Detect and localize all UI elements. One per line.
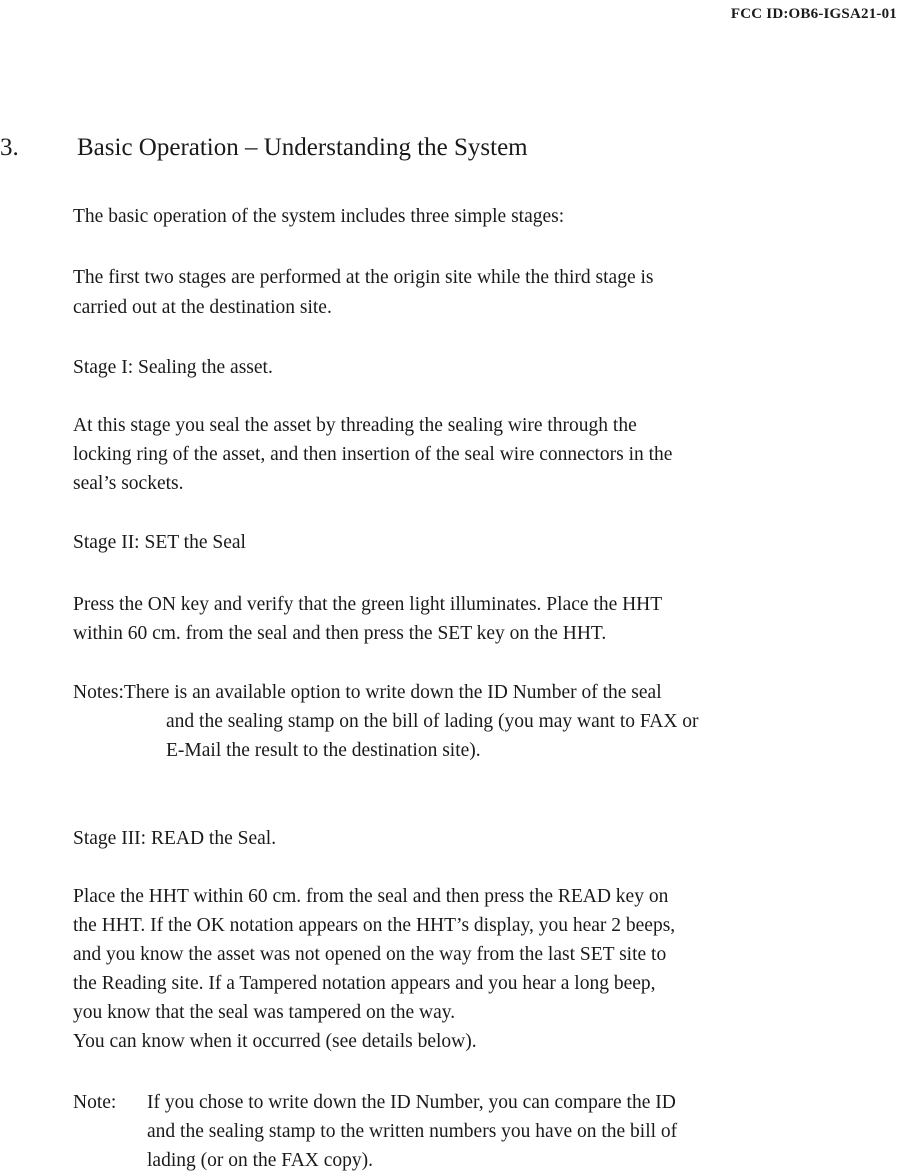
stage3-body-line-3: and you know the asset was not opened on the way from the last SET site to [73, 944, 667, 965]
intro-paragraph: The basic operation of the system includes three simple stages: [73, 206, 565, 227]
stage3-body-line-1: Place the HHT within 60 cm. from the seal and then press the READ key on [73, 886, 669, 907]
stage1-title: Stage I: Sealing the asset. [73, 357, 273, 378]
stage2-title: Stage II: SET the Seal [73, 532, 246, 553]
stage3-body-line-5: you know that the seal was tampered on the way. [73, 1002, 456, 1023]
stages-location-line-1: The first two stages are performed at the origin site while the third stage is [73, 267, 654, 288]
section-number: 3. [0, 134, 19, 161]
stage3-title: Stage III: READ the Seal. [73, 828, 277, 849]
fcc-id-header: FCC ID:OB6-IGSA21-01 [730, 6, 897, 22]
note-label: Note: [73, 1092, 117, 1113]
notes-line-2: and the sealing stamp on the bill of lading (you may want to FAX or [166, 711, 699, 732]
stage1-body-line-1: At this stage you seal the asset by threading the sealing wire through the [73, 415, 637, 436]
stage3-body-line-6: You can know when it occurred (see details below). [73, 1031, 477, 1052]
notes-line-3: E-Mail the result to the destination site). [166, 740, 481, 761]
note-line-2: and the sealing stamp to the written numbers you have on the bill of [147, 1121, 678, 1142]
stage2-body-line-1: Press the ON key and verify that the green light illuminates. Place the HHT [73, 594, 663, 615]
note-line-3: lading (or on the FAX copy). [147, 1150, 374, 1171]
stages-location-line-2: carried out at the destination site. [73, 297, 332, 318]
section-title: Basic Operation – Understanding the System [77, 134, 528, 161]
stage1-body-line-3: seal’s sockets. [73, 473, 184, 494]
note-line-1: If you chose to write down the ID Number, you can compare the ID [147, 1092, 676, 1113]
stage2-body-line-2: within 60 cm. from the seal and then press the SET key on the HHT. [73, 623, 607, 644]
notes-line-1: Notes:There is an available option to write down the ID Number of the seal [73, 682, 662, 703]
stage3-body-line-2: the HHT. If the OK notation appears on the HHT’s display, you hear 2 beeps, [73, 915, 676, 936]
stage3-body-line-4: the Reading site. If a Tampered notation appears and you hear a long beep, [73, 973, 656, 994]
stage1-body-line-2: locking ring of the asset, and then insertion of the seal wire connectors in the [73, 444, 673, 465]
